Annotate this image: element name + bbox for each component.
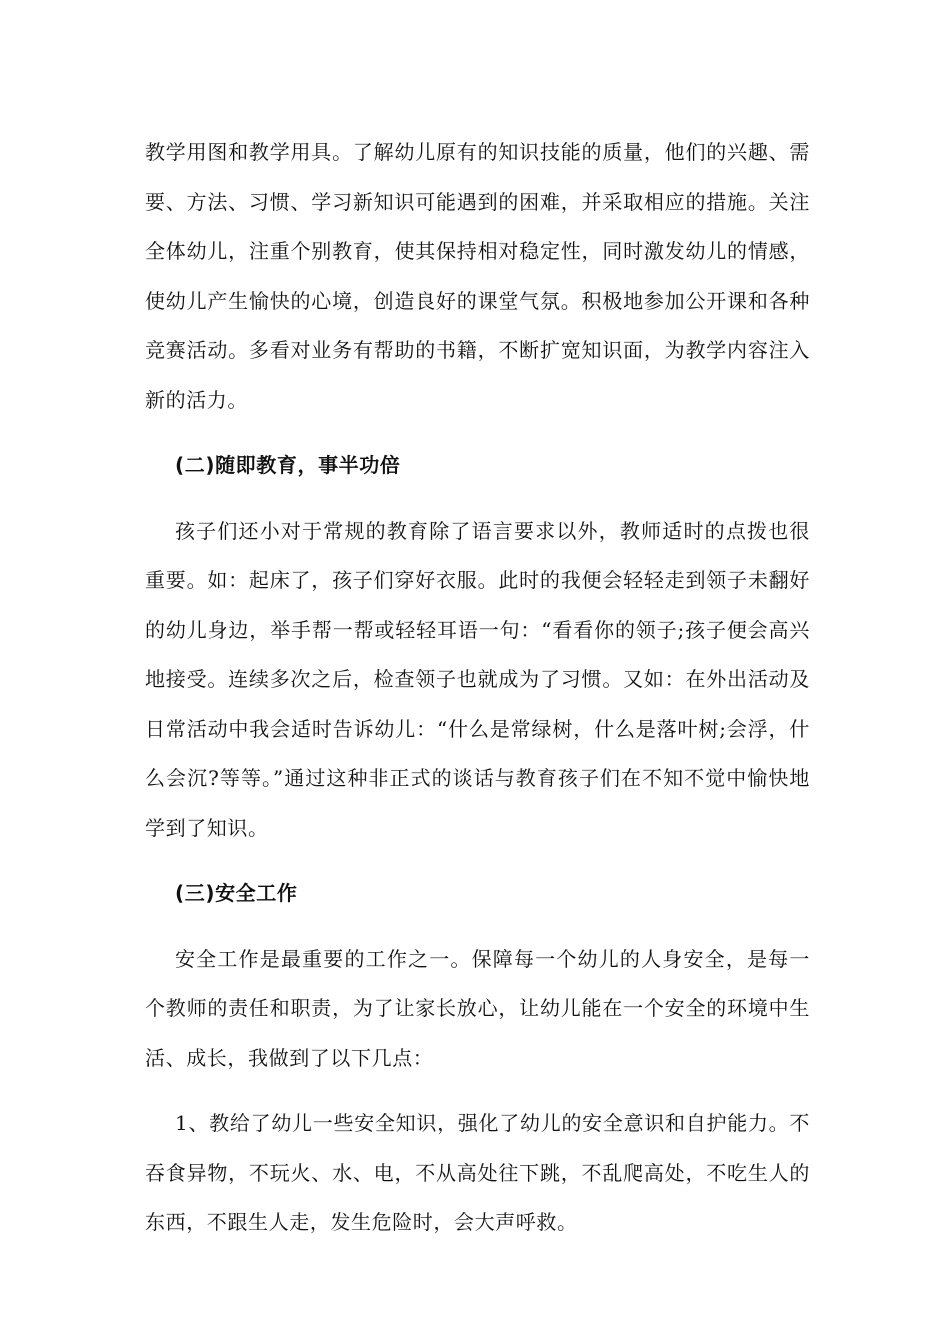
paragraph-incidental-education: 孩子们还小对于常规的教育除了语言要求以外，教师适时的点拨也很重要。如：起床了，孩子们穿好衣服。此时的我便会轻轻走到领子未翻好的幼儿身边，举手帮一帮或轻轻耳语一句：“看看你的领子;孩子便会高兴地接受。连续多次之后，检查领子也就成为了习惯。又如：在外出活动及日常活动中我会适时告诉幼儿：“什么是常绿树，什么是落叶树;会浮，什么会沉?等等。”通过这种非正式的谈话与教育孩子们在不知不觉中愉快地学到了知识。	[145, 518, 810, 840]
paragraph-safety-intro: 安全工作是最重要的工作之一。保障每一个幼儿的人身安全，是每一个教师的责任和职责，为了让家长放心，让幼儿能在一个安全的环境中生活、成长，我做到了以下几点：	[145, 946, 810, 1070]
paragraph-teaching-prep: 教学用图和教学用具。了解幼儿原有的知识技能的质量，他们的兴趣、需要、方法、习惯、学习新知识可能遇到的困难，并采取相应的措施。关注全体幼儿，注重个别教育，使其保持相对稳定性，同时激发幼儿的情感，使幼儿产生愉快的心境，创造良好的课堂气氛。积极地参加公开课和各种竞赛活动。多看对业务有帮助的书籍，不断扩宽知识面，为教学内容注入新的活力。	[145, 140, 810, 412]
section-heading-incidental-education: (二)随即教育，事半功倍	[175, 453, 401, 477]
section-heading-safety-work: (三)安全工作	[175, 881, 298, 905]
document-body	[145, 128, 810, 1264]
paragraph-safety-point-1: 1、教给了幼儿一些安全知识，强化了幼儿的安全意识和自护能力。不吞食异物，不玩火、水、电，不从高处往下跳，不乱爬高处，不吃生人的东西，不跟生人走，发生危险时，会大声呼救。	[145, 1111, 810, 1234]
